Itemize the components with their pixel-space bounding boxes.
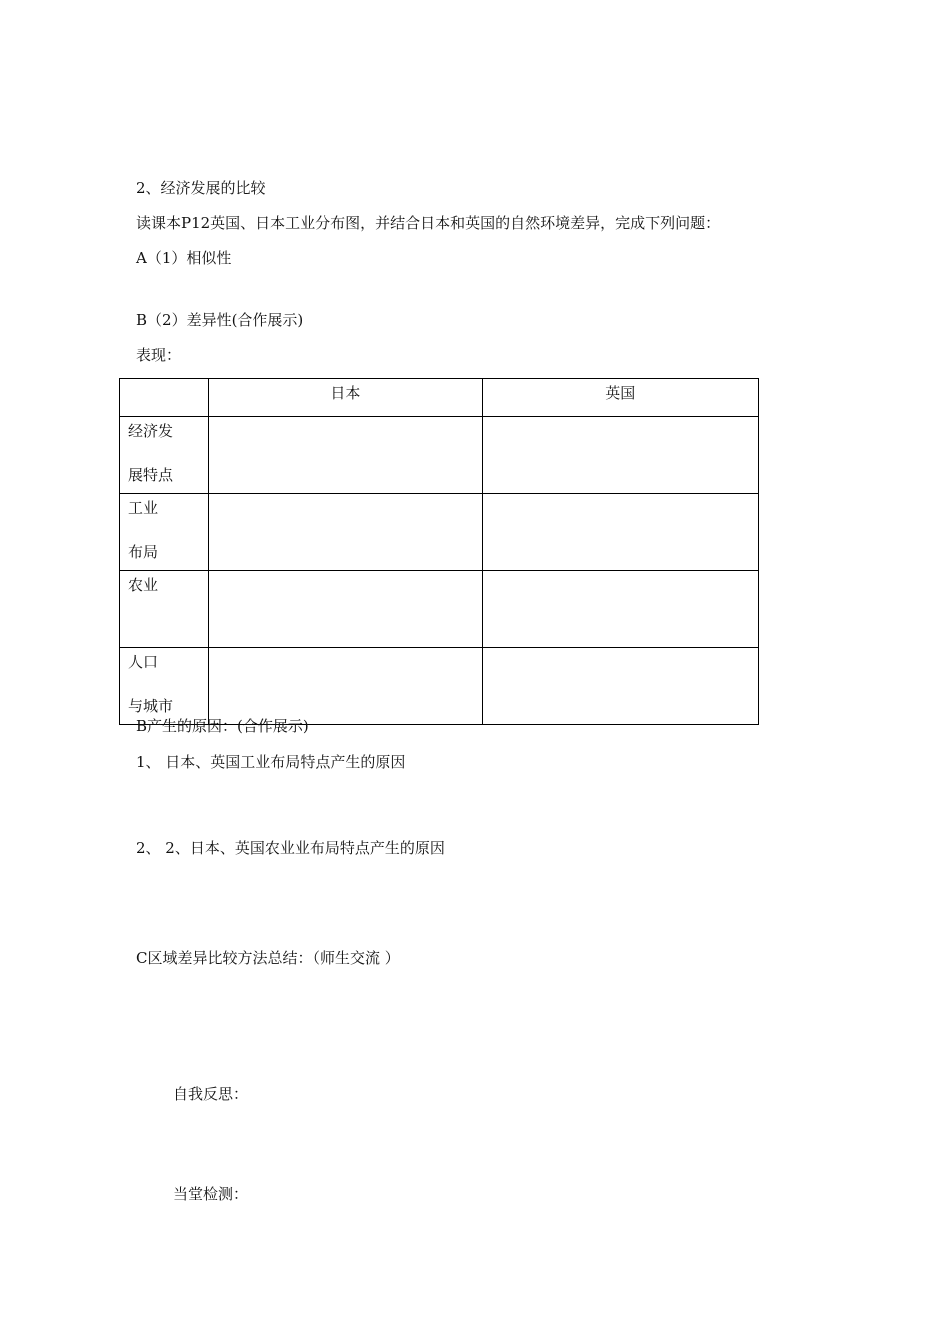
test-label: 当堂检测： bbox=[173, 1185, 249, 1203]
reflection-label: 自我反思： bbox=[173, 1085, 249, 1103]
table-row bbox=[120, 648, 759, 725]
row-label-industry bbox=[120, 494, 209, 571]
row-label-line bbox=[128, 611, 208, 647]
table-row bbox=[120, 417, 759, 494]
summary-heading: C区域差异比较方法总结：（师生交流 ） bbox=[136, 949, 400, 967]
row-label-line: 农业 bbox=[128, 576, 159, 594]
cell-japan-economy[interactable] bbox=[209, 417, 482, 494]
table-row bbox=[120, 494, 759, 571]
similarity-heading: A（1）相似性 bbox=[136, 249, 232, 267]
reasons-heading: B产生的原因：(合作展示) bbox=[136, 717, 309, 735]
cell-uk-agriculture[interactable] bbox=[482, 571, 758, 648]
row-label-economy bbox=[120, 417, 209, 494]
row-label-line: 布局 bbox=[128, 543, 159, 561]
table-header-row bbox=[120, 379, 759, 417]
cell-japan-industry[interactable] bbox=[209, 494, 482, 571]
comparison-table bbox=[119, 378, 759, 725]
section-title: 2、经济发展的比较 bbox=[136, 179, 266, 197]
header-empty-cell bbox=[120, 379, 209, 417]
instruction-text: 读课本P12英国、日本工业分布图，并结合日本和英国的自然环境差异，完成下列问题： bbox=[136, 214, 721, 232]
row-label-population bbox=[120, 648, 209, 725]
row-label-line: 与城市 bbox=[128, 697, 174, 715]
row-label-line: 经济发 bbox=[128, 422, 174, 440]
table-row bbox=[120, 571, 759, 648]
difference-heading: B（2）差异性(合作展示) bbox=[136, 311, 304, 329]
manifestation-label: 表现： bbox=[136, 346, 182, 364]
row-label-agriculture bbox=[120, 571, 209, 648]
cell-uk-population[interactable] bbox=[482, 648, 758, 725]
row-label-line: 展特点 bbox=[128, 466, 174, 484]
cell-uk-industry[interactable] bbox=[482, 494, 758, 571]
cell-uk-economy[interactable] bbox=[482, 417, 758, 494]
header-uk: 英国 bbox=[482, 379, 758, 417]
cell-japan-population[interactable] bbox=[209, 648, 482, 725]
reason-item-2: 2、 2、日本、英国农业业布局特点产生的原因 bbox=[136, 839, 445, 857]
row-label-line: 工业 bbox=[128, 499, 159, 517]
row-label-line: 人口 bbox=[128, 653, 159, 671]
cell-japan-agriculture[interactable] bbox=[209, 571, 482, 648]
reason-item-1: 1、 日本、英国工业布局特点产生的原因 bbox=[136, 753, 406, 771]
header-japan: 日本 bbox=[209, 379, 482, 417]
